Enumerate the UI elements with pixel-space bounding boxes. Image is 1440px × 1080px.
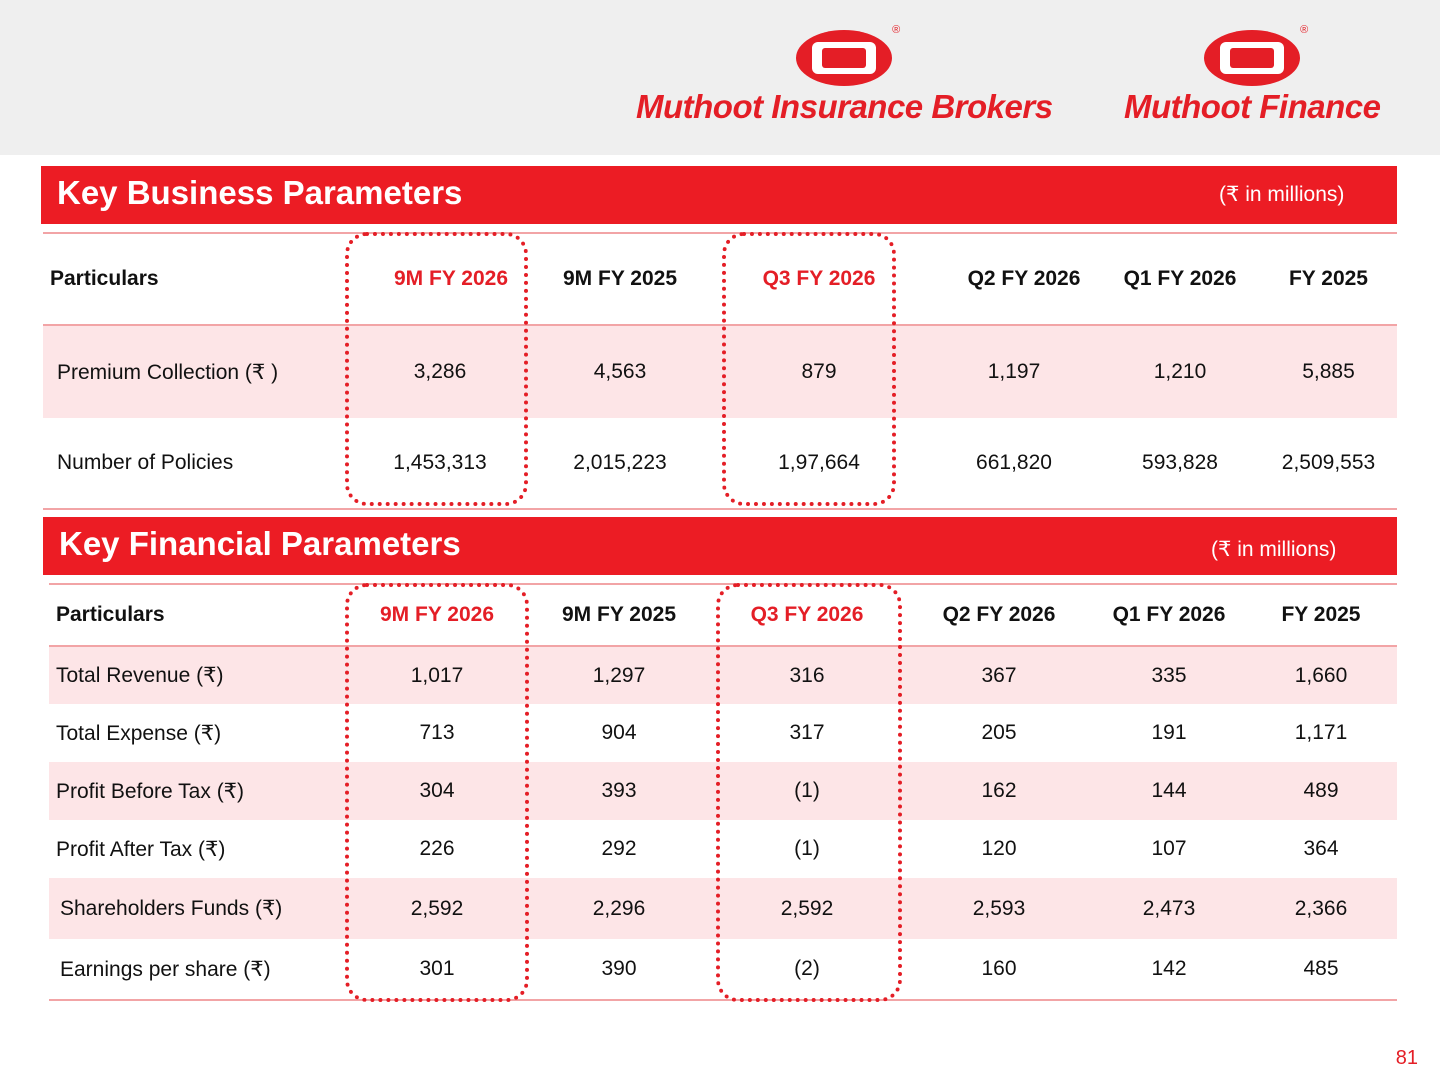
cell: 142: [1151, 957, 1187, 980]
highlight-9m-fy2026: [345, 232, 528, 506]
page-number: 81: [1395, 1047, 1418, 1069]
logo-muthoot-insurance-brokers: [636, 24, 1053, 126]
cell: 4,563: [530, 326, 710, 418]
table-row: [43, 418, 1397, 508]
cell: 593,828: [1142, 451, 1218, 474]
financial-title: Key Financial Parameters: [59, 525, 461, 562]
cell: 2,592: [345, 878, 529, 939]
cell: 226: [419, 837, 455, 860]
cell: 316: [709, 647, 905, 704]
logo-name: Muthoot Finance: [1124, 88, 1381, 125]
column-header: 9M FY 2026: [379, 603, 494, 626]
column-header: FY 2025: [1281, 603, 1361, 626]
cell: 144: [1093, 762, 1245, 820]
column-header: Q1 FY 2026: [1112, 603, 1226, 626]
highlight-q3-fy2026: [716, 583, 902, 1002]
muthoot-elephant-logo-icon: ®: [1204, 30, 1300, 86]
cell: 1,197: [928, 326, 1100, 418]
cell: 2,015,223: [573, 451, 667, 474]
cell: 162: [905, 762, 1093, 820]
column-header: 9M FY 2025: [562, 267, 677, 290]
business-table-body: [43, 326, 1397, 508]
cell: 160: [981, 957, 1017, 980]
cell: 1,017: [345, 647, 529, 704]
column-header: Q3 FY 2026: [750, 603, 864, 626]
column-header: 9M FY 2025: [561, 603, 676, 626]
column-header: 9M FY 2026: [393, 267, 508, 290]
cell: 2,296: [529, 878, 709, 939]
cell: 107: [1151, 837, 1187, 860]
cell: 2,366: [1245, 878, 1397, 939]
row-label: Total Expense (₹): [56, 721, 222, 745]
cell: 367: [905, 647, 1093, 704]
cell: 304: [345, 762, 529, 820]
column-header: Q1 FY 2026: [1123, 267, 1237, 290]
cell: 489: [1245, 762, 1397, 820]
row-label: Shareholders Funds (₹): [49, 878, 345, 939]
cell: 1,297: [529, 647, 709, 704]
business-table: [43, 234, 1397, 324]
cell: 2,592: [709, 878, 905, 939]
row-label: Number of Policies: [57, 451, 234, 474]
cell: 120: [981, 837, 1017, 860]
cell: 205: [981, 721, 1017, 744]
column-header: FY 2025: [1288, 267, 1368, 290]
row-label: Profit Before Tax (₹): [49, 762, 345, 820]
cell: 301: [419, 957, 455, 980]
business-title: Key Business Parameters: [57, 174, 463, 211]
cell: 1,97,664: [778, 451, 860, 474]
cell: 2,593: [905, 878, 1093, 939]
cell: 661,820: [976, 451, 1052, 474]
cell: 904: [601, 721, 637, 744]
cell: 5,885: [1260, 326, 1397, 418]
cell: 2,509,553: [1281, 451, 1376, 474]
logo-name: Muthoot Insurance Brokers: [636, 88, 1053, 125]
cell: 1,453,313: [393, 451, 487, 474]
highlight-q3-fy2026: [722, 232, 896, 506]
business-unit: (₹ in millions): [1219, 183, 1345, 206]
cell: 713: [419, 721, 455, 744]
cell: 485: [1303, 957, 1339, 980]
column-header: Q3 FY 2026: [762, 267, 876, 290]
column-header: Particulars: [50, 267, 159, 290]
cell: 1,171: [1294, 721, 1348, 744]
row-label: Total Revenue (₹): [49, 647, 345, 704]
row-label: Earnings per share (₹): [60, 957, 271, 981]
cell: 879: [710, 326, 928, 418]
cell: 1,660: [1245, 647, 1397, 704]
logo-muthoot-finance: [1124, 24, 1381, 126]
cell: (1): [709, 762, 905, 820]
divider: [49, 999, 1397, 1001]
cell: 1,210: [1100, 326, 1260, 418]
cell: 393: [529, 762, 709, 820]
column-header: Q2 FY 2026: [942, 603, 1056, 626]
cell: 335: [1093, 647, 1245, 704]
highlight-9m-fy2026: [345, 583, 529, 1002]
financial-banner: [43, 517, 1397, 575]
table-row: [43, 326, 1397, 418]
cell: 317: [789, 721, 825, 744]
column-header: Particulars: [56, 603, 165, 626]
cell: 364: [1303, 837, 1339, 860]
cell: 292: [601, 837, 637, 860]
row-label: Premium Collection (₹ ): [43, 326, 350, 418]
table-header-row: [43, 234, 1397, 324]
cell: 2,473: [1093, 878, 1245, 939]
cell: 390: [601, 957, 637, 980]
row-label: Profit After Tax (₹): [56, 837, 226, 861]
muthoot-elephant-logo-icon: ®: [796, 30, 892, 86]
divider: [43, 508, 1397, 510]
column-header: Q2 FY 2026: [967, 267, 1081, 290]
cell: 3,286: [350, 326, 530, 418]
financial-unit: (₹ in millions): [1211, 538, 1337, 561]
cell: 191: [1151, 721, 1187, 744]
business-banner: [41, 166, 1397, 224]
cell: (1): [794, 837, 820, 860]
cell: (2): [794, 957, 820, 980]
